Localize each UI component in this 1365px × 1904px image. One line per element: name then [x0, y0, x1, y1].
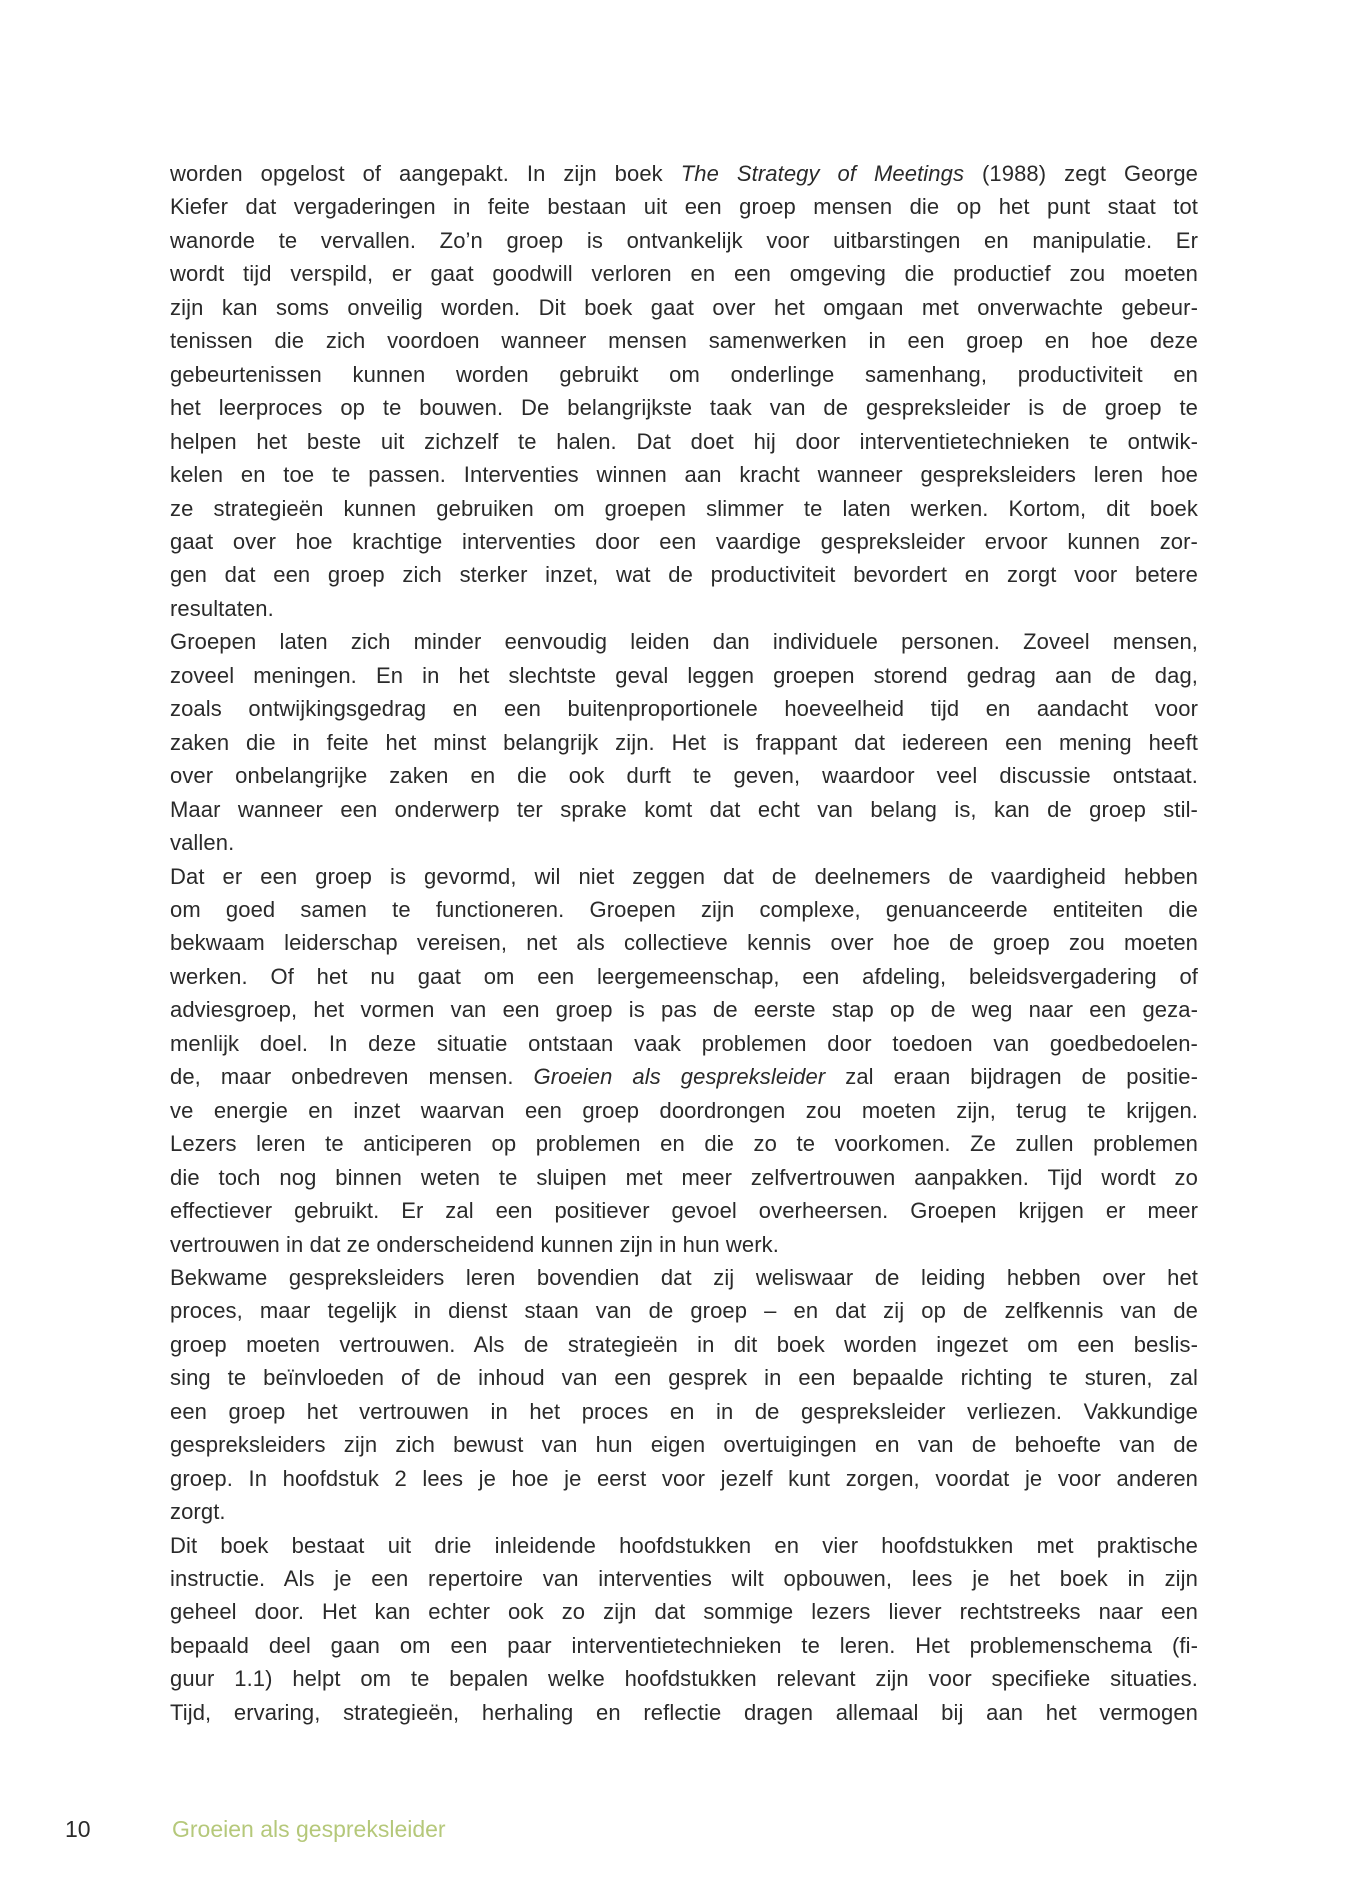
body-text-segment: vertrouwen in dat ze onderscheidend kunnen zijn in hun werk. [170, 1231, 779, 1257]
text-line [170, 926, 1198, 959]
text-line [170, 391, 1198, 424]
body-text-segment: een groep het vertrouwen in het proces en in de gespreksleider verliezen. Vakkundige [170, 1398, 1198, 1424]
body-text-segment: helpen het beste uit zichzelf te halen. Dat doet hij door interventietechnieken te ontwik- [170, 428, 1198, 454]
text-line [170, 190, 1198, 223]
body-text-segment: groep. In hoofdstuk 2 lees je hoe je eerst voor jezelf kunt zorgen, voordat je voor anderen [170, 1465, 1198, 1491]
text-line [170, 759, 1198, 792]
body-text-segment: bekwaam leiderschap vereisen, net als collectieve kennis over hoe de groep zou moeten [170, 930, 1198, 956]
body-text-segment: werken. Of het nu gaat om een leergemeenschap, een afdeling, beleidsvergadering of [170, 963, 1198, 989]
text-line [170, 1696, 1198, 1729]
text-block [170, 157, 1198, 1729]
text-line [170, 1060, 1198, 1093]
text-line [170, 1161, 1198, 1194]
body-text-segment: vallen. [170, 830, 235, 856]
text-line [170, 1629, 1198, 1662]
body-text-segment: Dat er een groep is gevormd, wil niet zeggen dat de deelnemers de vaardigheid hebben [170, 863, 1198, 889]
text-line [170, 960, 1198, 993]
body-text-segment: ve energie en inzet waarvan een groep doordrongen zou moeten zijn, terug te krijgen. [170, 1097, 1198, 1123]
body-text-segment: gespreksleiders zijn zich bewust van hun eigen overtuigingen en van de behoefte van de [170, 1432, 1198, 1458]
text-line [170, 793, 1198, 826]
text-line [170, 1194, 1198, 1227]
body-text-segment: worden opgelost of aangepakt. In zijn boek [170, 161, 681, 186]
body-text-segment: gebeurtenissen kunnen worden gebruikt om onderlinge samenhang, productiviteit en [170, 361, 1198, 387]
body-text-segment: de, maar onbedreven mensen. [170, 1064, 534, 1090]
text-line [170, 157, 1198, 190]
body-text-segment: over onbelangrijke zaken en die ook durft te geven, waardoor veel discussie ontstaat. [170, 763, 1198, 789]
text-line [170, 1529, 1198, 1562]
text-line [170, 458, 1198, 491]
text-line [170, 257, 1198, 290]
text-line [170, 1462, 1198, 1495]
body-text-segment: Lezers leren te anticiperen op problemen en die zo te voorkomen. Ze zullen problemen [170, 1131, 1198, 1157]
italic-book-title-text: The Strategy of Meetings [680, 161, 965, 186]
body-text-segment: zoveel meningen. En in het slechtste geval leggen groepen storend gedrag aan de dag, [170, 662, 1198, 688]
text-line [170, 1495, 1198, 1528]
text-line [170, 425, 1198, 458]
text-line [170, 860, 1198, 893]
body-text-segment: tenissen die zich voordoen wanneer mensen samenwerken in een groep en hoe deze [170, 328, 1198, 354]
text-line [170, 1027, 1198, 1060]
text-line [170, 1662, 1198, 1695]
body-text-segment: resultaten. [170, 595, 274, 621]
text-line [170, 1228, 1198, 1261]
page-number: 10 [65, 1816, 91, 1842]
body-text-segment: menlijk doel. In deze situatie ontstaan vaak problemen door toedoen van goedbedoelen- [170, 1030, 1198, 1056]
body-text-segment: gaat over hoe krachtige interventies door een vaardige gespreksleider ervoor kunnen zor- [170, 528, 1198, 554]
body-text-segment: wanorde te vervallen. Zo’n groep is ontvankelijk voor uitbarstingen en manipulatie. Er [170, 227, 1198, 253]
text-line [170, 224, 1198, 257]
text-line [170, 558, 1198, 591]
body-text-segment: zijn kan soms onveilig worden. Dit boek gaat over het omgaan met onverwachte gebeur- [170, 294, 1198, 320]
text-line [170, 1395, 1198, 1428]
text-line [170, 625, 1198, 658]
body-text-segment: wordt tijd verspild, er gaat goodwill verloren en een omgeving die productief zou moeten [170, 261, 1198, 287]
body-text-segment: instructie. Als je een repertoire van interventies wilt opbouwen, lees je het boek in zijn [170, 1566, 1198, 1592]
body-text-segment: kelen en toe te passen. Interventies winnen aan kracht wanneer gespreksleiders leren hoe [170, 462, 1198, 488]
body-text-segment: zaken die in feite het minst belangrijk zijn. Het is frappant dat iedereen een mening heeft [170, 729, 1198, 755]
body-text-segment: die toch nog binnen weten te sluipen met meer zelfvertrouwen aanpakken. Tijd wordt zo [170, 1164, 1198, 1190]
body-text-segment: Bekwame gespreksleiders leren bovendien dat zij weliswaar de leiding hebben over het [170, 1264, 1198, 1290]
body-text-segment: proces, maar tegelijk in dienst staan van de groep – en dat zij op de zelfkennis van de [170, 1298, 1198, 1324]
body-text-segment: het leerproces op te bouwen. De belangrijkste taak van de gespreksleider is de groep te [170, 395, 1198, 421]
body-text-segment: bepaald deel gaan om een paar interventietechnieken te leren. Het problemenschema (fi- [170, 1632, 1198, 1658]
text-line [170, 1328, 1198, 1361]
text-line [170, 1595, 1198, 1628]
text-line [170, 826, 1198, 859]
body-text-segment: geheel door. Het kan echter ook zo zijn dat sommige lezers liever rechtstreeks naar een [170, 1599, 1198, 1625]
text-line [170, 492, 1198, 525]
body-text-segment: zal eraan bijdragen de positie- [825, 1064, 1199, 1090]
text-line [170, 324, 1198, 357]
body-text-segment: ze strategieën kunnen gebruiken om groepen slimmer te laten werken. Kortom, dit boek [170, 495, 1198, 521]
text-line [170, 692, 1198, 725]
body-text-segment: Kiefer dat vergaderingen in feite bestaan uit een groep mensen die op het punt staat tot [170, 194, 1198, 220]
text-line [170, 1261, 1198, 1294]
text-line [170, 1127, 1198, 1160]
body-text-segment: gen dat een groep zich sterker inzet, wat de productiviteit bevordert en zorgt voor betere [170, 562, 1198, 588]
page-footer [0, 1813, 1365, 1853]
text-line [170, 1294, 1198, 1327]
body-text-segment: zoals ontwijkingsgedrag en een buitenproportionele hoeveelheid tijd en aandacht voor [170, 696, 1198, 722]
body-text-segment: Groepen laten zich minder eenvoudig leiden dan individuele personen. Zoveel mensen, [170, 629, 1198, 655]
text-line [170, 993, 1198, 1026]
body-text-segment: guur 1.1) helpt om te bepalen welke hoofdstukken relevant zijn voor specifieke situaties. [170, 1666, 1198, 1692]
body-text-segment: Dit boek bestaat uit drie inleidende hoofdstukken en vier hoofdstukken met praktische [170, 1532, 1198, 1558]
footer-book-title: Groeien als gespreksleider [172, 1816, 446, 1842]
text-line [170, 291, 1198, 324]
text-line [170, 525, 1198, 558]
text-line [170, 726, 1198, 759]
text-line [170, 1562, 1198, 1595]
body-text-segment: zorgt. [170, 1499, 226, 1525]
body-text-segment: Maar wanneer een onderwerp ter sprake komt dat echt van belang is, kan de groep stil- [170, 796, 1198, 822]
text-line [170, 1361, 1198, 1394]
body-text-segment: adviesgroep, het vormen van een groep is pas de eerste stap op de weg naar een geza- [170, 997, 1198, 1023]
text-line [170, 893, 1198, 926]
text-line [170, 358, 1198, 391]
text-line [170, 659, 1198, 692]
body-text-segment: sing te beïnvloeden of de inhoud van een gesprek in een bepaalde richting te sturen, zal [170, 1365, 1198, 1391]
text-line [170, 1094, 1198, 1127]
body-text-segment: groep moeten vertrouwen. Als de strategieën in dit boek worden ingezet om een beslis- [170, 1331, 1198, 1357]
body-text-segment: Tijd, ervaring, strategieën, herhaling en reflectie dragen allemaal bij aan het vermogen [170, 1699, 1198, 1725]
italic-book-title-text: Groeien als gespreksleider [533, 1064, 826, 1090]
body-text-segment: om goed samen te functioneren. Groepen zijn complexe, genuanceerde entiteiten die [170, 896, 1198, 922]
body-text-segment: effectiever gebruikt. Er zal een positiever gevoel overheersen. Groepen krijgen er meer [170, 1198, 1198, 1224]
text-line [170, 592, 1198, 625]
text-line [170, 1428, 1198, 1461]
body-text-segment: (1988) zegt George [964, 161, 1199, 186]
